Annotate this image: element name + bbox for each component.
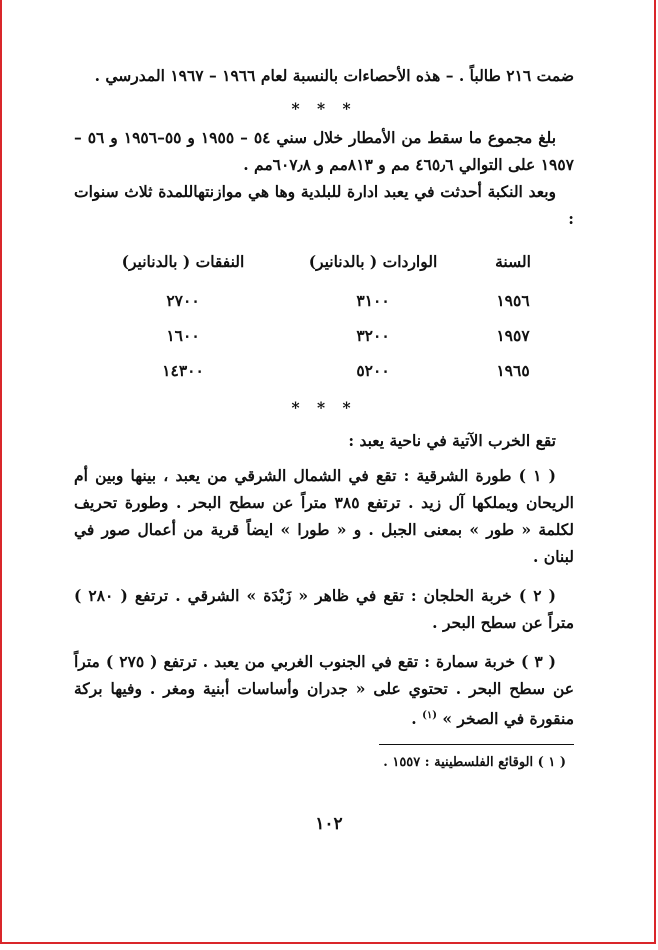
cell-expenses: ١٤٣٠٠	[162, 361, 204, 380]
list-item-samara-text: ( ٣ ) خربة سمارة : تقع في الجنوب الغربي من يعبد . ترتفع ( ٢٧٥ ) متراً عن سطح البحر . تحتوي على « جدران وأساسات أبنية ومغر . وفيها بركة منقورة في الصخر »	[74, 652, 574, 729]
list-item-samara	[74, 648, 574, 732]
list-item-samara-tail: .	[411, 709, 423, 729]
section-separator: * * *	[291, 99, 357, 118]
table-row	[88, 353, 558, 388]
cell-revenue: ٣٢٠٠	[356, 326, 390, 345]
paragraph-enrollment: ضمت ٢١٦ طالباً . – هذه الأحصاءات بالنسبة لعام ١٩٦٦ – ١٩٦٧ المدرسي .	[94, 66, 574, 85]
table-row	[88, 318, 558, 353]
footnote: ( ١ ) الوقائع الفلسطينية : ١٥٥٧ .	[383, 755, 566, 771]
cell-year: ١٩٥٦	[496, 291, 530, 310]
cell-year: ١٩٦٥	[496, 361, 530, 380]
section-separator: * * *	[291, 398, 357, 417]
header-year: السنة	[495, 252, 531, 271]
table-row	[88, 283, 558, 318]
paragraph-municipality: وبعد النكبة أحدثت في يعبد ادارة للبلدية وها هي موازنتهاللمدة ثلاث سنوات :	[74, 182, 574, 228]
list-item-halajan: ( ٢ ) خربة الحلجان : تقع في ظاهر « زَبْدَة » الشرقي . ترتفع ( ٢٨٠ ) متراً عن سطح البحر .	[74, 586, 574, 632]
footnote-divider	[379, 744, 574, 745]
footnote-reference[interactable]: (١)	[422, 710, 437, 721]
cell-expenses: ٢٧٠٠	[166, 291, 200, 310]
list-item-tura: ( ١ ) طورة الشرقية : تقع في الشمال الشرقي من يعبد ، بينها وبين أم الريحان ويملكها آل زيد . ترتفع ٣٨٥ متراً عن سطح البحر . وطورة تحريف لكلمة « طور » بمعنى الجبل . و « طورا » ايضاً قرية من أعمال صور في لبنان .	[74, 466, 574, 566]
cell-revenue: ٥٢٠٠	[356, 361, 390, 380]
page-number: ١٠٢	[315, 814, 343, 834]
document-page	[74, 62, 574, 773]
cell-year: ١٩٥٧	[496, 326, 530, 345]
cell-revenue: ٣١٠٠	[356, 291, 390, 310]
header-expenses: النفقات ( بالدنانير)	[121, 252, 245, 271]
ruins-heading: تقع الخرب الآتية في ناحية يعبد :	[348, 431, 556, 450]
cell-expenses: ١٦٠٠	[166, 326, 200, 345]
budget-table	[88, 244, 558, 388]
budget-table-header-row	[88, 244, 558, 283]
header-revenue: الواردات ( بالدنانير)	[308, 252, 438, 271]
paragraph-rainfall: بلغ مجموع ما سقط من الأمطار خلال سني ٥٤ – ١٩٥٥ و ٥٥–١٩٥٦ و ٥٦ – ١٩٥٧ على التوالي ٤٦٥٫٦ مم و ٨١٣مم و ٦٠٧٫٨مم .	[74, 128, 574, 174]
